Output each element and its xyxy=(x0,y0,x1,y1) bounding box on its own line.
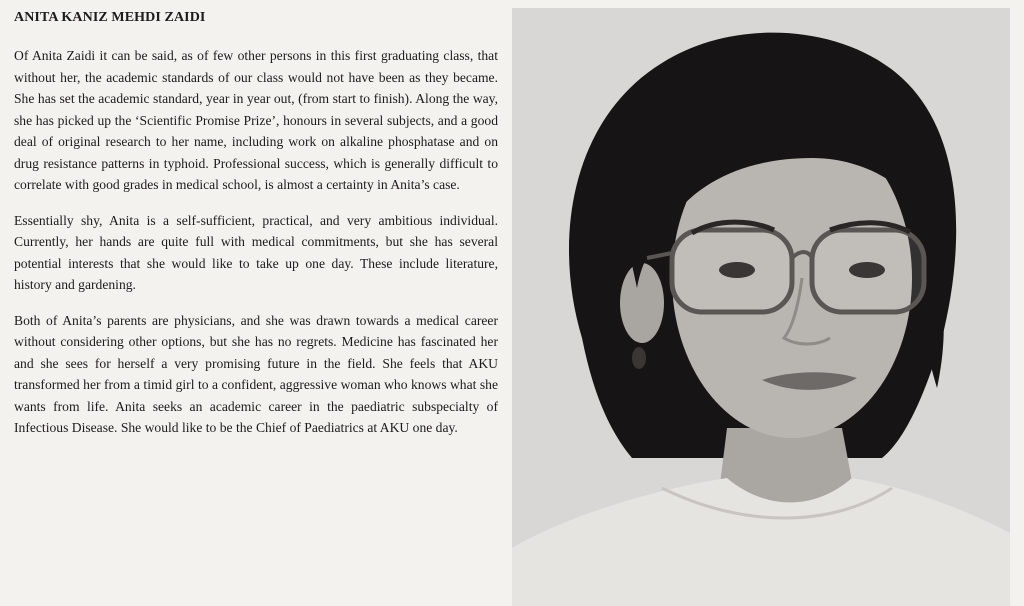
profile-paragraph-1: Of Anita Zaidi it can be said, as of few other persons in this first graduating class, that without her, the academic standards of our class would not have been as they became. She has set the academic standard, year in year out, (from start to finish). Along the way, she has picked up the ‘Scientific Promise Prize’, honours in several subjects, and a good deal of original research to her name, including work on alkaline phosphatase and on drug resistance patterns in typhoid. Professional success, which is generally difficult to correlate with good grades in medical school, is almost a certainty in Anita’s case. xyxy=(14,48,498,192)
portrait-photo-icon xyxy=(512,8,1010,606)
profile-paragraph-3: Both of Anita’s parents are physicians, and she was drawn towards a medical career without considering other options, but she has no regrets. Medicine has fascinated her and she sees for herself a very promising future in the field. She feels that AKU transformed her from a timid girl to a confident, aggressive woman who knows what she wants from life. Anita seeks an academic career in the paediatric subspecialty of Infectious Disease. She would like to be the Chief of Paediatrics at AKU one day. xyxy=(14,312,498,435)
profile-paragraph-2: Essentially shy, Anita is a self-sufficient, practical, and very ambitious individual. Currently, her hands are quite full with medical commitments, but she has several potential interests that she would like to take up one day. These include literature, history and gardening. xyxy=(14,212,498,292)
profile-heading: ANITA KANIZ MEHDI ZAIDI xyxy=(14,10,206,25)
portrait-photo xyxy=(512,8,1010,606)
profile-text-column xyxy=(14,8,498,453)
